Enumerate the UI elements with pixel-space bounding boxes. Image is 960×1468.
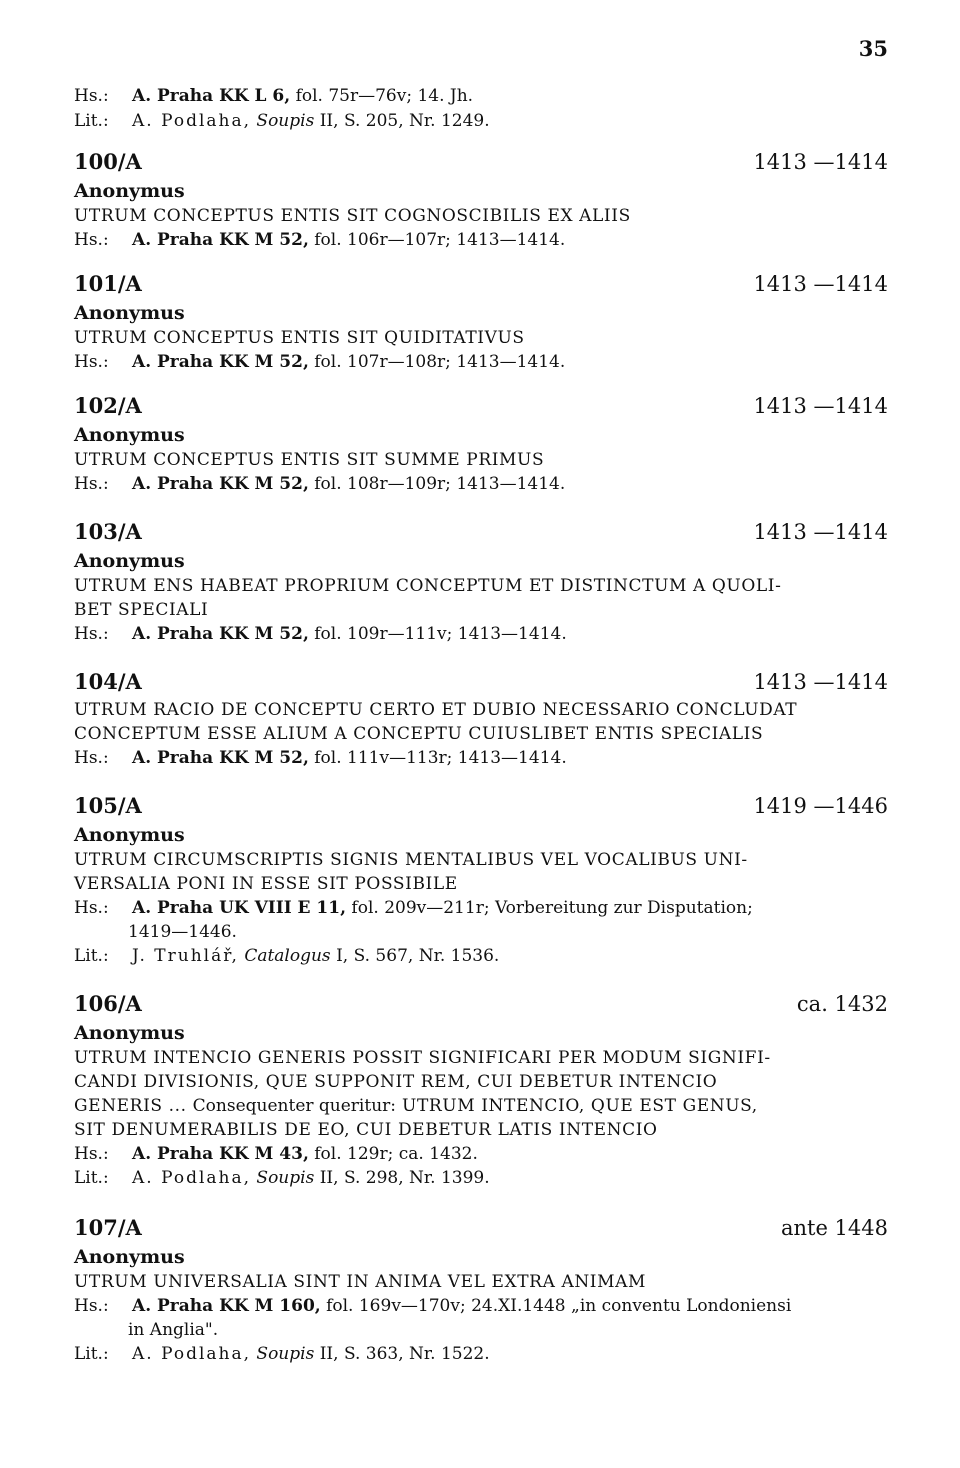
manuscript-label: Hs.: (74, 352, 109, 372)
entry-title-line: VERSALIA PONI IN ESSE SIT POSSIBILE (74, 874, 458, 894)
literature-author: J. Truhlář, (132, 946, 239, 966)
literature-work: Soupis (256, 1168, 315, 1188)
title-fragment: UTRUM INTENCIO, QUE EST GENUS, (402, 1096, 758, 1116)
manuscript-folios: fol. 111v—113r; 1413—1414. (314, 748, 567, 768)
entry-title-line: UTRUM RACIO DE CONCEPTU CERTO ET DUBIO NECESSARIO CONCLUDAT (74, 700, 798, 720)
catalog-entry-106 (74, 988, 888, 1190)
literature-reference: II, S. 298, Nr. 1399. (319, 1168, 490, 1188)
entry-title-line: UTRUM CIRCUMSCRIPTIS SIGNIS MENTALIBUS VEL VOCALIBUS UNI- (74, 850, 748, 870)
catalog-entry-102 (74, 390, 888, 496)
entry-header (74, 988, 888, 1020)
entry-author: Anonymus (74, 302, 185, 324)
literature-label: Lit.: (74, 111, 109, 131)
entry-title-line: SIT DENUMERABILIS DE EO, CUI DEBETUR LATIS INTENCIO (74, 1120, 658, 1140)
manuscript-shelfmark: A. Praha KK M 52, (132, 624, 309, 644)
literature-reference: I, S. 567, Nr. 1536. (336, 946, 500, 966)
entry-header (74, 390, 888, 422)
entry-date: 1413 —1414 (753, 670, 888, 694)
catalog-entry-104 (74, 666, 888, 770)
catalog-entry-103 (74, 516, 888, 646)
literature-author: A. Podlaha, (132, 1168, 252, 1188)
manuscript-label: Hs.: (74, 230, 109, 250)
manuscript-line (74, 1294, 888, 1318)
literature-reference: II, S. 205, Nr. 1249. (319, 111, 490, 131)
entry-title: UTRUM UNIVERSALIA SINT IN ANIMA VEL EXTRA ANIMAM (74, 1272, 647, 1292)
literature-author: A. Podlaha, (132, 1344, 252, 1364)
manuscript-line (74, 228, 888, 252)
manuscript-shelfmark: A. Praha KK M 52, (132, 474, 309, 494)
entry-title: UTRUM CONCEPTUS ENTIS SIT QUIDITATIVUS (74, 328, 525, 348)
manuscript-line-continuation: in Anglia". (128, 1320, 219, 1340)
literature-author: A. Podlaha, (132, 111, 252, 131)
literature-label: Lit.: (74, 946, 109, 966)
catalog-entry-107 (74, 1212, 888, 1366)
catalog-entry-101 (74, 268, 888, 374)
literature-line (74, 1166, 888, 1190)
entry-title-line: UTRUM ENS HABEAT PROPRIUM CONCEPTUM ET DISTINCTUM A QUOLI- (74, 576, 782, 596)
manuscript-folios: fol. 209v—211r; Vorbereitung zur Disputation; (351, 898, 753, 918)
literature-line (74, 109, 888, 134)
manuscript-label: Hs.: (74, 1296, 109, 1316)
manuscript-label: Hs.: (74, 898, 109, 918)
entry-date: 1413 —1414 (753, 150, 888, 174)
entry-number: 105/A (74, 793, 142, 818)
entry-number: 102/A (74, 393, 142, 418)
entry-date: ca. 1432 (796, 992, 888, 1016)
previous-entry-continuation (74, 84, 888, 134)
title-fragment: GENERIS ... (74, 1096, 187, 1116)
manuscript-line (74, 350, 888, 374)
entry-date: 1413 —1414 (753, 520, 888, 544)
literature-label: Lit.: (74, 1168, 109, 1188)
manuscript-folios: fol. 75r—76v; 14. Jh. (295, 86, 474, 106)
manuscript-folios: fol. 169v—170v; 24.XI.1448 „in conventu Londoniensi (326, 1296, 792, 1316)
entry-title-line (74, 1094, 888, 1118)
literature-label: Lit.: (74, 1344, 109, 1364)
manuscript-line (74, 746, 888, 770)
manuscript-label: Hs.: (74, 474, 109, 494)
manuscript-folios: fol. 106r—107r; 1413—1414. (314, 230, 566, 250)
entry-author: Anonymus (74, 1022, 185, 1044)
manuscript-line (74, 84, 888, 109)
title-connector: Consequenter queritur: (192, 1096, 396, 1116)
manuscript-shelfmark: A. Praha KK M 52, (132, 352, 309, 372)
manuscript-line (74, 896, 888, 920)
literature-reference: II, S. 363, Nr. 1522. (319, 1344, 490, 1364)
entry-header (74, 1212, 888, 1244)
entry-header (74, 790, 888, 822)
manuscript-label: Hs.: (74, 1144, 109, 1164)
literature-work: Soupis (256, 111, 315, 131)
entry-title-line: CONCEPTUM ESSE ALIUM A CONCEPTU CUIUSLIBET ENTIS SPECIALIS (74, 724, 764, 744)
entry-date: 1419 —1446 (753, 794, 888, 818)
manuscript-folios: fol. 108r—109r; 1413—1414. (314, 474, 566, 494)
entry-author: Anonymus (74, 550, 185, 572)
manuscript-line (74, 472, 888, 496)
entry-title: UTRUM CONCEPTUS ENTIS SIT SUMME PRIMUS (74, 450, 545, 470)
entry-author: Anonymus (74, 180, 185, 202)
entry-number: 103/A (74, 519, 142, 544)
entry-number: 106/A (74, 991, 142, 1016)
entry-header (74, 146, 888, 178)
manuscript-line-continuation: 1419—1446. (128, 922, 237, 942)
entry-header (74, 666, 888, 698)
manuscript-folios: fol. 107r—108r; 1413—1414. (314, 352, 566, 372)
entry-date: ante 1448 (780, 1216, 888, 1240)
entry-number: 101/A (74, 271, 142, 296)
manuscript-shelfmark: A. Praha UK VIII E 11, (132, 898, 347, 918)
entry-author: Anonymus (74, 824, 185, 846)
manuscript-label: Hs.: (74, 86, 109, 106)
catalog-entry-100 (74, 146, 888, 252)
literature-line (74, 944, 888, 968)
entry-title-line: UTRUM INTENCIO GENERIS POSSIT SIGNIFICARI PER MODUM SIGNIFI- (74, 1048, 771, 1068)
entry-number: 100/A (74, 149, 142, 174)
manuscript-label: Hs.: (74, 748, 109, 768)
entry-title: UTRUM CONCEPTUS ENTIS SIT COGNOSCIBILIS EX ALIIS (74, 206, 631, 226)
entry-author: Anonymus (74, 1246, 185, 1268)
entry-author: Anonymus (74, 424, 185, 446)
manuscript-folios: fol. 129r; ca. 1432. (314, 1144, 478, 1164)
literature-work: Soupis (256, 1344, 315, 1364)
manuscript-shelfmark: A. Praha KK M 52, (132, 748, 309, 768)
entry-date: 1413 —1414 (753, 272, 888, 296)
entry-date: 1413 —1414 (753, 394, 888, 418)
manuscript-line (74, 622, 888, 646)
manuscript-shelfmark: A. Praha KK L 6, (132, 86, 291, 106)
entry-number: 107/A (74, 1215, 142, 1240)
literature-line (74, 1342, 888, 1366)
manuscript-line (74, 1142, 888, 1166)
entry-title-line: BET SPECIALI (74, 600, 209, 620)
manuscript-shelfmark: A. Praha KK M 160, (132, 1296, 321, 1316)
manuscript-shelfmark: A. Praha KK M 52, (132, 230, 309, 250)
catalog-entry-105 (74, 790, 888, 968)
entry-header (74, 516, 888, 548)
entry-title-line: CANDI DIVISIONIS, QUE SUPPONIT REM, CUI DEBETUR INTENCIO (74, 1072, 718, 1092)
manuscript-shelfmark: A. Praha KK M 43, (132, 1144, 309, 1164)
entry-header (74, 268, 888, 300)
manuscript-label: Hs.: (74, 624, 109, 644)
manuscript-folios: fol. 109r—111v; 1413—1414. (314, 624, 567, 644)
page-number: 35 (858, 36, 888, 61)
literature-work: Catalogus (244, 946, 331, 966)
entry-number: 104/A (74, 669, 142, 694)
